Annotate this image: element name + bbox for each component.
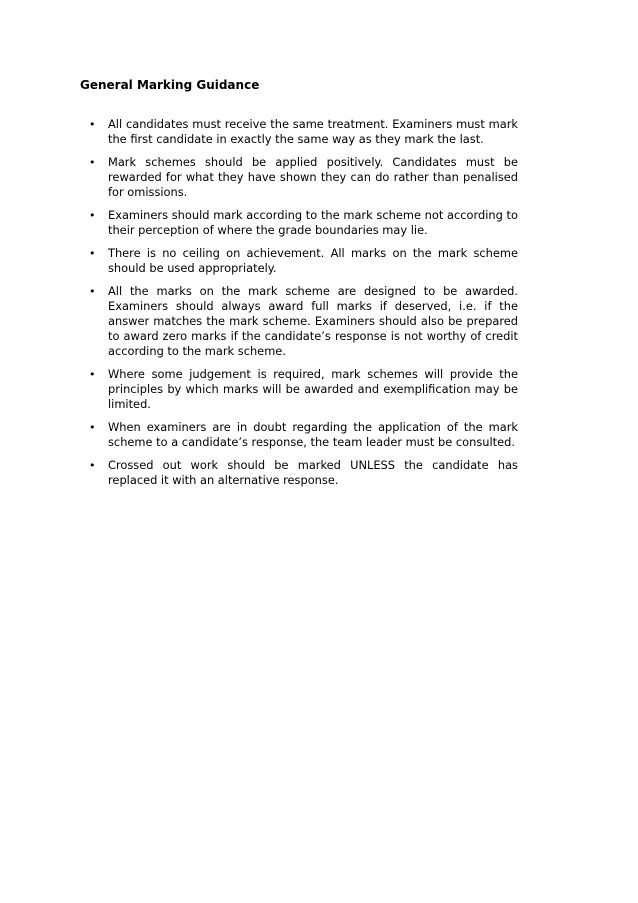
list-item-text: Where some judgement is required, mark schemes will provide the principles by which marks will be awarded and exemplification may be limited. bbox=[108, 367, 518, 411]
list-item bbox=[86, 458, 518, 488]
list-item-text: All the marks on the mark scheme are designed to be awarded. Examiners should always award full marks if deserved, i.e. if the answer matches the mark scheme. Examiners should also be prepared to award zero marks if the candidate’s response is not worthy of credit according to the mark scheme. bbox=[108, 284, 518, 358]
bullet-icon: • bbox=[89, 285, 96, 298]
list-item-text: Examiners should mark according to the mark scheme not according to their perception of where the grade boundaries may lie. bbox=[108, 208, 518, 237]
bullet-icon: • bbox=[89, 156, 96, 169]
bullet-icon: • bbox=[89, 118, 96, 131]
list-item-text: All candidates must receive the same treatment. Examiners must mark the first candidate in exactly the same way as they mark the last. bbox=[108, 117, 518, 146]
list-item bbox=[86, 367, 518, 412]
list-item bbox=[86, 420, 518, 450]
list-item-text: There is no ceiling on achievement. All marks on the mark scheme should be used appropriately. bbox=[108, 246, 518, 275]
list-item-text: Crossed out work should be marked UNLESS the candidate has replaced it with an alternative response. bbox=[108, 458, 518, 487]
list-item-text: When examiners are in doubt regarding the application of the mark scheme to a candidate’s response, the team leader must be consulted. bbox=[108, 420, 518, 449]
bullet-icon: • bbox=[89, 209, 96, 222]
list-item bbox=[86, 284, 518, 359]
bullet-icon: • bbox=[89, 368, 96, 381]
bullet-icon: • bbox=[89, 247, 96, 260]
section-heading: General Marking Guidance bbox=[80, 78, 260, 92]
list-item-text: Mark schemes should be applied positively. Candidates must be rewarded for what they have shown they can do rather than penalised for omissions. bbox=[108, 155, 518, 199]
bullet-icon: • bbox=[89, 459, 96, 472]
bullet-icon: • bbox=[89, 421, 96, 434]
guidance-list bbox=[86, 117, 518, 496]
list-item bbox=[86, 208, 518, 238]
list-item bbox=[86, 246, 518, 276]
list-item bbox=[86, 155, 518, 200]
list-item bbox=[86, 117, 518, 147]
